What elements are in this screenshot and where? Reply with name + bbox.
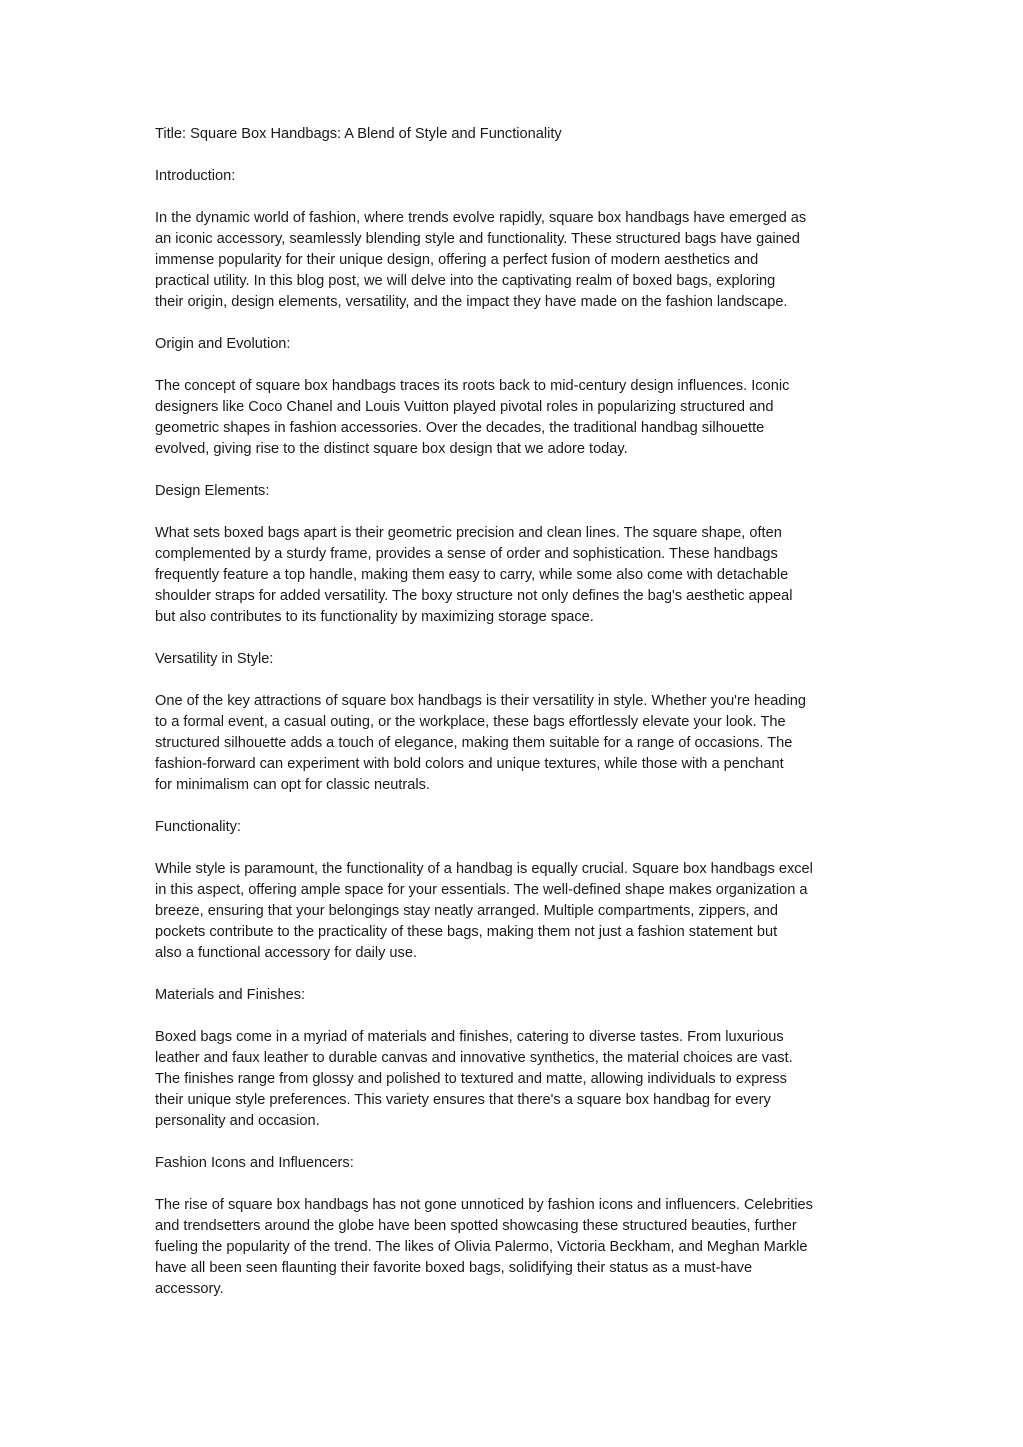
paragraph-line: shoulder straps for added versatility. The boxy structure not only defines the bag's aesthetic appeal: [155, 588, 793, 604]
paragraph-line: frequently feature a top handle, making them easy to carry, while some also come with detachable: [155, 567, 789, 583]
section-heading-introduction: Introduction:: [155, 168, 236, 184]
paragraph-line: In the dynamic world of fashion, where trends evolve rapidly, square box handbags have emerged as: [155, 210, 807, 226]
paragraph-design: [155, 523, 870, 628]
paragraph-line: their unique style preferences. This variety ensures that there's a square box handbag for every: [155, 1092, 771, 1108]
paragraph-line: While style is paramount, the functionality of a handbag is equally crucial. Square box handbags excel: [155, 861, 813, 877]
paragraph-line: their origin, design elements, versatility, and the impact they have made on the fashion landscape.: [155, 294, 788, 310]
paragraph-line: personality and occasion.: [155, 1113, 320, 1129]
paragraph-line: breeze, ensuring that your belongings stay neatly arranged. Multiple compartments, zippers, and: [155, 903, 779, 919]
paragraph-functionality: [155, 859, 870, 964]
paragraph-line: an iconic accessory, seamlessly blending style and functionality. These structured bags have gained: [155, 231, 800, 247]
paragraph-line: leather and faux leather to durable canvas and innovative synthetics, the material choices are vast.: [155, 1050, 793, 1066]
paragraph-line: One of the key attractions of square box handbags is their versatility in style. Whether you're heading: [155, 693, 806, 709]
paragraph-origin: [155, 376, 870, 460]
paragraph-line: The rise of square box handbags has not gone unnoticed by fashion icons and influencers. Celebrities: [155, 1197, 813, 1213]
paragraph-line: geometric shapes in fashion accessories. Over the decades, the traditional handbag silhouette: [155, 420, 765, 436]
paragraph-line: pockets contribute to the practicality of these bags, making them not just a fashion statement but: [155, 924, 778, 940]
paragraph-versatility: [155, 691, 870, 796]
section-heading-materials: Materials and Finishes:: [155, 987, 306, 1003]
paragraph-line: fashion-forward can experiment with bold colors and unique textures, while those with a penchant: [155, 756, 784, 772]
section-heading-versatility: Versatility in Style:: [155, 651, 274, 667]
paragraph-line: structured silhouette adds a touch of elegance, making them suitable for a range of occasions. The: [155, 735, 793, 751]
paragraph-line: The finishes range from glossy and polished to textured and matte, allowing individuals to express: [155, 1071, 787, 1087]
section-heading-functionality: Functionality:: [155, 819, 241, 835]
paragraph-line: evolved, giving rise to the distinct square box design that we adore today.: [155, 441, 628, 457]
paragraph-line: also a functional accessory for daily use.: [155, 945, 418, 961]
paragraph-materials: [155, 1027, 870, 1132]
paragraph-line: complemented by a sturdy frame, provides a sense of order and sophistication. These handbags: [155, 546, 778, 562]
paragraph-line: but also contributes to its functionality by maximizing storage space.: [155, 609, 594, 625]
paragraph-line: have all been seen flaunting their favorite boxed bags, solidifying their status as a must-have: [155, 1260, 753, 1276]
paragraph-line: for minimalism can opt for classic neutrals.: [155, 777, 430, 793]
paragraph-line: and trendsetters around the globe have been spotted showcasing these structured beauties, further: [155, 1218, 797, 1234]
section-heading-design: Design Elements:: [155, 483, 270, 499]
paragraph-line: immense popularity for their unique design, offering a perfect fusion of modern aesthetics and: [155, 252, 759, 268]
paragraph-line: The concept of square box handbags traces its roots back to mid-century design influences. Iconic: [155, 378, 790, 394]
paragraph-line: accessory.: [155, 1281, 224, 1297]
paragraph-fashion-icons: [155, 1195, 870, 1300]
paragraph-line: What sets boxed bags apart is their geometric precision and clean lines. The square shape, often: [155, 525, 782, 541]
paragraph-line: Boxed bags come in a myriad of materials and finishes, catering to diverse tastes. From luxurious: [155, 1029, 784, 1045]
document-title: Title: Square Box Handbags: A Blend of Style and Functionality: [155, 126, 562, 142]
paragraph-line: to a formal event, a casual outing, or the workplace, these bags effortlessly elevate your look. The: [155, 714, 786, 730]
section-heading-origin: Origin and Evolution:: [155, 336, 291, 352]
document-page: [155, 124, 870, 1321]
paragraph-line: designers like Coco Chanel and Louis Vuitton played pivotal roles in popularizing structured and: [155, 399, 774, 415]
paragraph-line: fueling the popularity of the trend. The likes of Olivia Palermo, Victoria Beckham, and Meghan Markle: [155, 1239, 808, 1255]
paragraph-introduction: [155, 208, 870, 313]
section-heading-fashion-icons: Fashion Icons and Influencers:: [155, 1155, 354, 1171]
paragraph-line: practical utility. In this blog post, we will delve into the captivating realm of boxed bags, exploring: [155, 273, 776, 289]
paragraph-line: in this aspect, offering ample space for your essentials. The well-defined shape makes organization a: [155, 882, 808, 898]
